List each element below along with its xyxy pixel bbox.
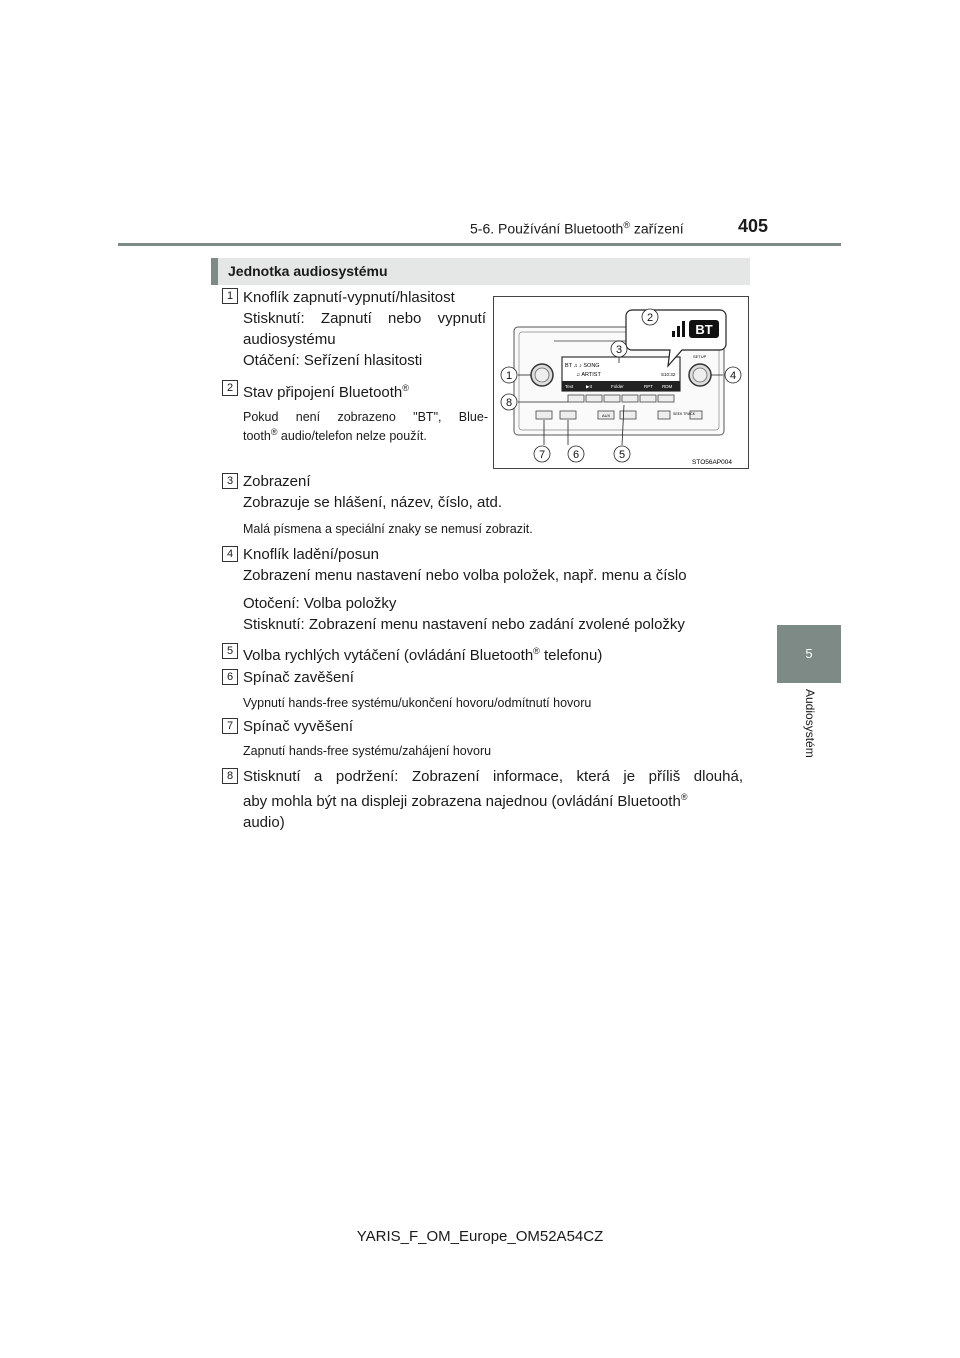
item-7-title: Spínač vyvěšení	[243, 718, 354, 735]
item-1-line4: Otáčení: Seřízení hlasitosti	[243, 352, 423, 369]
item-8	[243, 766, 743, 833]
display-rpt-btn: RPT	[644, 384, 653, 389]
item-number-2: 2	[222, 380, 238, 396]
registered-mark: ®	[402, 383, 409, 393]
registered-mark: ®	[623, 220, 630, 230]
callout-1: 1	[505, 370, 513, 382]
item-7-note: Zapnutí hands-free systému/zahájení hovoru	[243, 744, 492, 758]
callout-3: 3	[615, 344, 623, 356]
item-3-line2: Zobrazuje se hlášení, název, číslo, atd.	[243, 494, 503, 511]
section-header	[211, 258, 750, 285]
item-4-detail	[243, 593, 743, 635]
item-number-3: 3	[222, 473, 238, 489]
callout-2: 2	[646, 312, 654, 324]
document-footer: YARIS_F_OM_Europe_OM52A54CZ	[356, 1228, 604, 1245]
header-section-title: 5-6. Používání Bluetooth	[470, 220, 624, 237]
seek-label: SEEK TRACK	[673, 412, 696, 416]
chapter-tab: 5	[777, 625, 841, 683]
item-6-title: Spínač zavěšení	[243, 669, 354, 686]
bt-badge-text: BT	[695, 322, 713, 337]
item-number-7: 7	[222, 718, 238, 734]
display-song: BT ♫ ♪ SONG	[565, 363, 600, 369]
callout-7: 7	[538, 449, 546, 461]
item-1	[243, 287, 486, 371]
item-2-note-line2: tooth	[243, 429, 271, 444]
item-2	[243, 378, 488, 403]
callout-4: 4	[729, 370, 737, 382]
section-title: Jednotka audiosystému	[228, 263, 388, 279]
item-5	[243, 641, 743, 666]
item-5-title: Volba rychlých vytáčení (ovládání Bluetooth	[243, 647, 534, 664]
item-4-line3: Otočení: Volba položky	[243, 595, 397, 612]
item-2-note	[243, 410, 488, 444]
chapter-label	[799, 685, 819, 785]
item-1-title: Knoflík zapnutí-vypnutí/hlasitost	[243, 289, 455, 306]
item-2-title: Stav připojení Bluetooth	[243, 384, 403, 401]
item-3	[243, 471, 743, 513]
item-number-5: 5	[222, 643, 238, 659]
display-artist: ♫ ARTIST	[576, 372, 601, 378]
audio-unit-figure	[493, 296, 749, 469]
item-8-line3: audio)	[243, 814, 285, 831]
item-6-note: Vypnutí hands-free systému/ukončení hovoru/odmítnutí hovoru	[243, 696, 592, 710]
callout-6: 6	[572, 449, 580, 461]
item-4-line2: Zobrazení menu nastavení nebo volba položek, např. menu a číslo	[243, 567, 687, 584]
item-5-title-end: telefonu)	[539, 647, 603, 664]
item-1-line2: Stisknutí: Zapnutí nebo vypnutí	[243, 310, 486, 327]
page-number: 405	[738, 216, 769, 236]
display-rdm-btn: RDM	[662, 384, 673, 389]
header-rule	[118, 243, 841, 246]
item-8-line1: Stisknutí a podržení: Zobrazení informace, která je příliš dlouhá,	[243, 768, 743, 785]
item-8-line2: aby mohla být na displeji zobrazena najednou (ovládání Bluetooth	[243, 793, 681, 810]
item-3-title: Zobrazení	[243, 473, 311, 490]
setup-label: SETUP	[693, 354, 707, 359]
item-number-1: 1	[222, 288, 238, 304]
aux-label: AUX	[602, 413, 611, 418]
item-3-note: Malá písmena a speciální znaky se nemusí zobrazit.	[243, 522, 533, 536]
item-4-title: Knoflík ladění/posun	[243, 546, 379, 563]
item-number-8: 8	[222, 768, 238, 784]
item-number-6: 6	[222, 669, 238, 685]
item-number-4: 4	[222, 546, 238, 562]
callout-8: 8	[505, 397, 513, 409]
running-header	[470, 220, 684, 237]
item-2-note-line2-end: audio/telefon nelze použít.	[277, 429, 427, 444]
display-time: S10:32	[661, 372, 676, 377]
chapter-label-text: Audiosystém	[803, 689, 817, 758]
header-section-suffix: zařízení	[629, 220, 684, 237]
registered-mark: ®	[680, 792, 688, 802]
figure-code: STO56AP004	[692, 459, 732, 466]
registered-mark: ®	[533, 646, 540, 656]
audio-unit-illustration	[494, 297, 748, 468]
display-folder-btn: Folder	[611, 384, 624, 389]
display-play-btn: ▶II	[586, 384, 592, 389]
item-4-line4: Stisknutí: Zobrazení menu nastavení nebo zadání zvolené položky	[243, 616, 685, 633]
item-2-note-line1: Pokud není zobrazeno "BT", Blue-	[243, 410, 488, 424]
item-4	[243, 544, 743, 586]
callout-5: 5	[618, 449, 626, 461]
display-text-btn: Text	[565, 384, 574, 389]
registered-mark: ®	[270, 427, 278, 437]
item-1-line3: audiosystému	[243, 331, 336, 348]
